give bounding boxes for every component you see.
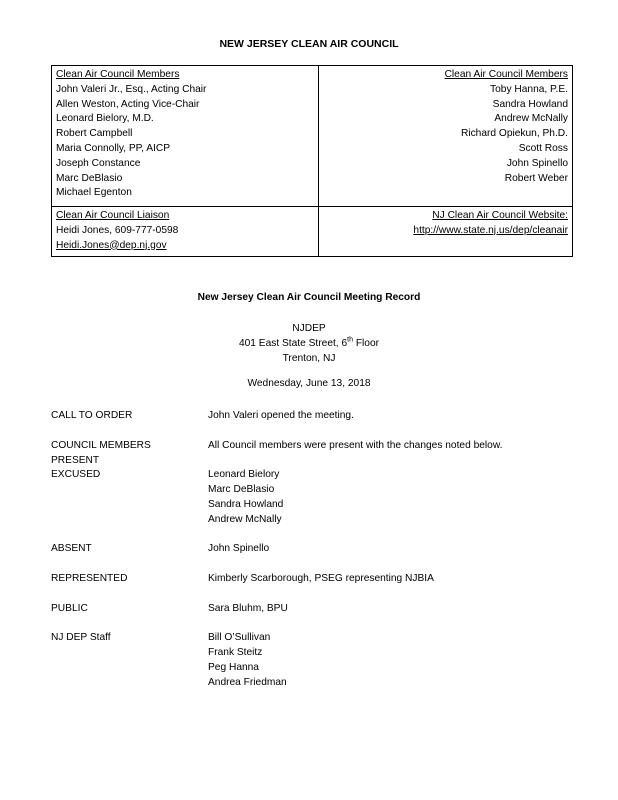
member-name: Richard Opiekun, Ph.D. <box>460 128 568 140</box>
website-cell <box>319 207 573 257</box>
meeting-date: Wednesday, June 13, 2018 <box>247 378 371 389</box>
section-value: John Spinello <box>208 543 270 554</box>
member-name: Robert Weber <box>504 172 568 184</box>
member-name: Leonard Bielory, M.D. <box>56 113 154 125</box>
member-name: John Spinello <box>506 157 568 169</box>
section-label: CALL TO ORDER <box>51 410 133 421</box>
section-label: PUBLIC <box>51 603 88 614</box>
section-value: Andrea Friedman <box>208 677 287 688</box>
member-name: Toby Hanna, P.E. <box>490 83 568 95</box>
member-name: Maria Connolly, PP, AICP <box>56 142 170 154</box>
section-values <box>208 467 588 527</box>
section-value: John Valeri opened the meeting. <box>208 410 354 421</box>
website-header: NJ Clean Air Council Website: <box>432 210 568 221</box>
website-link[interactable]: http://www.state.nj.us/dep/cleanair <box>413 224 568 236</box>
member-name: Marc DeBlasio <box>56 172 123 184</box>
members-right-cell <box>319 66 573 207</box>
section-values <box>208 630 588 690</box>
members-left-cell <box>52 66 319 207</box>
street-floor: Floor <box>352 338 380 349</box>
liaison-cell <box>52 207 319 257</box>
members-left-header: Clean Air Council Members <box>56 69 180 80</box>
members-right-header: Clean Air Council Members <box>444 69 568 80</box>
section-value: Sara Bluhm, BPU <box>208 603 288 614</box>
section-value: Kimberly Scarborough, PSEG representing NJBIA <box>208 573 434 584</box>
section-value: Marc DeBlasio <box>208 484 275 495</box>
member-name: Scott Ross <box>518 142 568 154</box>
address-org: NJDEP <box>292 323 326 334</box>
member-name: Sandra Howland <box>492 98 568 110</box>
section-value: Bill O’Sullivan <box>208 632 271 643</box>
member-name: Robert Campbell <box>56 128 133 140</box>
section-label: COUNCIL MEMBERS PRESENT <box>51 440 151 466</box>
document-title: NEW JERSEY CLEAN AIR COUNCIL <box>219 38 399 50</box>
section-values <box>208 438 588 453</box>
section-values <box>208 571 588 586</box>
member-name: John Valeri Jr., Esq., Acting Chair <box>56 83 207 95</box>
member-name: Joseph Constance <box>56 157 141 169</box>
record-title: New Jersey Clean Air Council Meeting Record <box>197 292 421 303</box>
section-value: Sandra Howland <box>208 499 284 510</box>
section-label: REPRESENTED <box>51 573 128 584</box>
section-label: ABSENT <box>51 543 92 554</box>
members-table <box>51 65 573 257</box>
section-label: NJ DEP Staff <box>51 632 111 643</box>
section-label: EXCUSED <box>51 469 101 480</box>
section-value: Frank Steitz <box>208 647 263 658</box>
address-street <box>0 336 618 351</box>
section-value: All Council members were present with the changes noted below. <box>208 440 503 451</box>
section-value: Leonard Bielory <box>208 469 280 480</box>
liaison-name: Heidi Jones, 609-777-0598 <box>56 224 179 236</box>
meeting-address <box>0 321 618 366</box>
member-name: Allen Weston, Acting Vice-Chair <box>56 98 200 110</box>
section-value: Peg Hanna <box>208 662 259 673</box>
section-values <box>208 541 588 556</box>
section-values <box>208 408 588 423</box>
address-city: Trenton, NJ <box>282 353 336 364</box>
street-text: 401 East State Street, 6 <box>238 338 348 349</box>
section-value: Andrew McNally <box>208 514 282 525</box>
member-name: Andrew McNally <box>494 113 568 125</box>
member-name: Michael Egenton <box>56 187 132 199</box>
section-values <box>208 601 588 616</box>
street-ordinal: th <box>347 336 353 344</box>
liaison-email-link[interactable]: Heidi.Jones@dep.nj.gov <box>56 239 167 251</box>
liaison-header: Clean Air Council Liaison <box>56 210 170 221</box>
